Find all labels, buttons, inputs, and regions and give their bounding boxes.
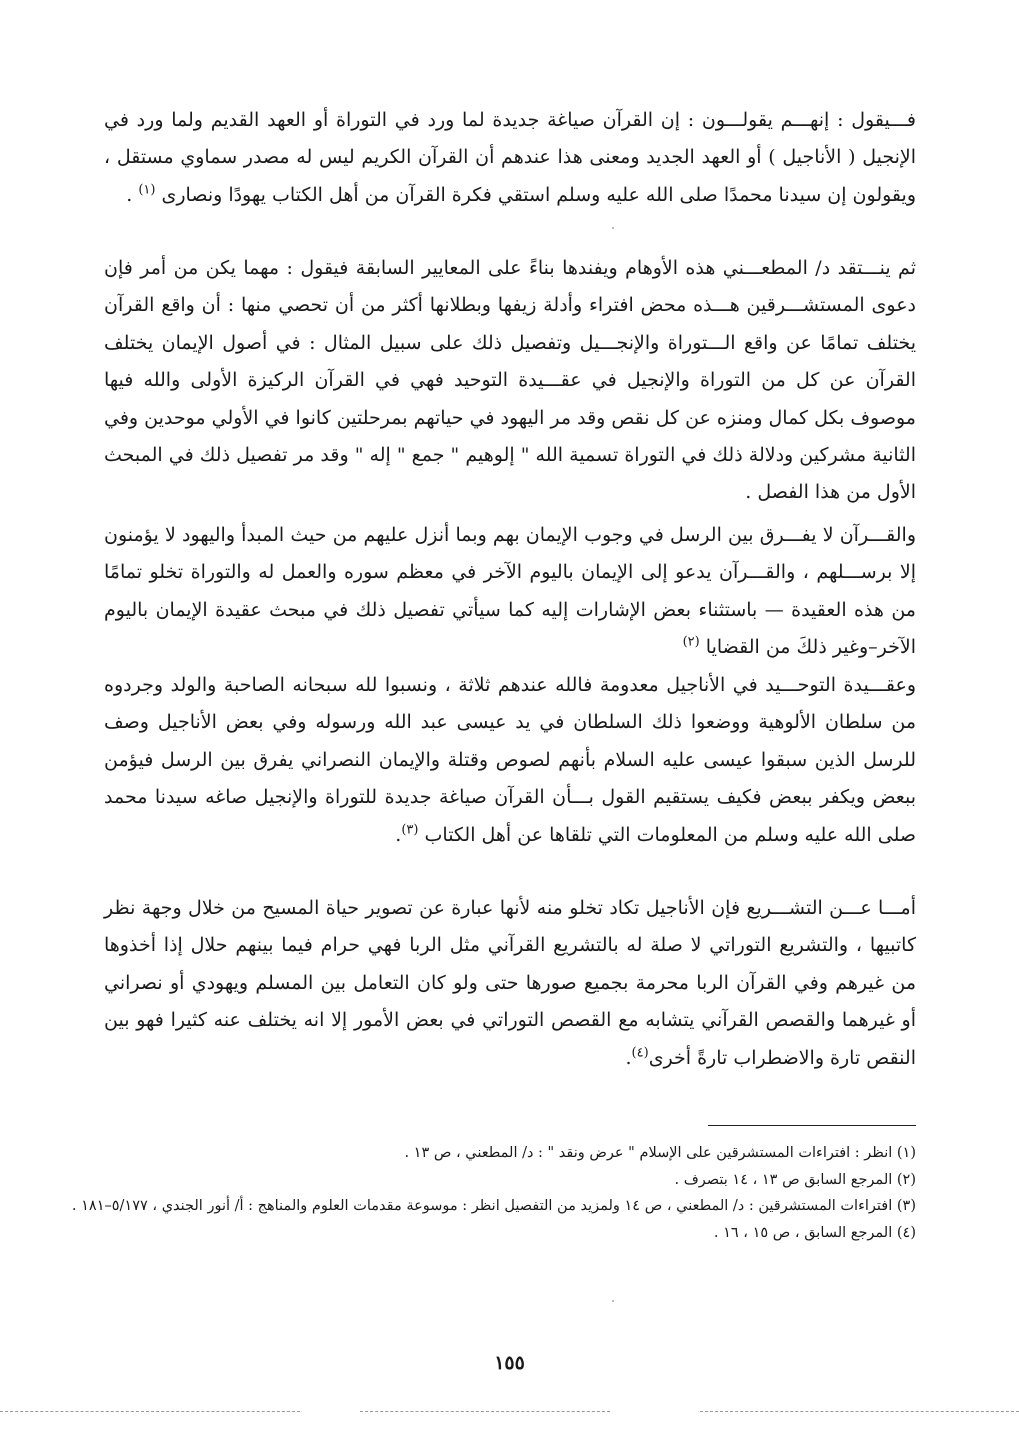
footnote-3: (٣) افتراءات المستشرقين : د/ المطعني ، ص ١٤ ولمزيد من التفصيل انظر : موسوعة مقدمات العلوم والمناهج : أ/ أنور الجندي ، ٥/١٧٧–١٨١ . [71, 1198, 916, 1214]
paragraph-4-end: . [395, 823, 402, 846]
paragraph-5 [104, 890, 916, 1077]
footnote-1: (١) انظر : افتراءات المستشرقين على الإسلام " عرض ونقد " : د/ المطعني ، ص ١٣ . [404, 1145, 916, 1161]
footnote-4: (٤) المرجع السابق ، ص ١٥ ، ١٦ . [713, 1224, 916, 1241]
footnotes [71, 1140, 916, 1246]
footnote-2: (٢) المرجع السابق ص ١٣ ، ١٤ بتصرف . [674, 1171, 916, 1188]
paragraph-2-text: ثم ينـــتقد د/ المطعـــني هذه الأوهام ويفندها بناءً على المعايير السابقة فيقول : مهما يكن من أمر فإن دعوى المستشـــرقين هـــذه محض افتراء وأدلة زيفها وبطلانها أكثر من أن تحصي منها : أن واقع القرآن يختلف تمامًا عن واقع الـــتوراة والإنجـــيل وتفصيل ذلك على سبيل المثال : في أصول الإيمان يختلف القرآن عن كل من التوراة والإنجيل في عقـــيدة التوحيد فهي في القرآن الركيزة الأولى والله فيها موصوف بكل كمال ومنزه عن كل نقص وقد مر اليهود في حياتهم بمرحلتين كانوا في الأولي موحدين وفي الثانية مشركين ودلالة ذلك في التوراة تسمية الله " إلوهيم " جمع " إله " وقد مر تفصيل ذلك في المبحث الأول من هذا الفصل . [104, 257, 917, 504]
paragraph-1-text: فـــيقول : إنهـــم يقولـــون : إن القرآن صياغة جديدة لما ورد في التوراة أو العهد القديم ولما ورد في الإنجيل ( الأناجيل ) أو العهد الجديد ومعنى هذا عندهم أن القرآن الكريم ليس له مصدر سماوي مستقل ، ويقولون إن سيدنا محمدًا صلى الله عليه وسلم استقي فكرة القرآن من أهل الكتاب يهودًا ونصارى [104, 109, 916, 206]
scan-speck [612, 1300, 614, 1302]
footnote-ref-2: (٢) [682, 634, 700, 650]
scan-edge-line [700, 1411, 1019, 1412]
paragraph-4 [104, 667, 916, 854]
footnote-ref-4: (٤) [631, 1045, 649, 1061]
paragraph-4-text: وعقـــيدة التوحـــيد في الأناجيل معدومة فالله عندهم ثلاثة ، ونسبوا لله سبحانه الصاحبة والولد وجردوه من سلطان الألوهية ووضعوا ذلك السلطان في يد عيسى عبد الله ورسوله وفي بعض الأناجيل وصف للرسل الذين سبقوا عيسى عليه السلام بأنهم لصوص وقتلة والإيمان النصراني يفرق بين الرسل فيؤمن ببعض ويكفر ببعض فكيف يستقيم القول بـــأن القرآن صياغة جديدة للتوراة والإنجيل صاغه سيدنا محمد صلى الله عليه وسلم من المعلومات التي تلقاها عن أهل الكتاب [104, 674, 916, 846]
paragraph-1-end: . [126, 183, 139, 206]
footnote-ref-3: (٣) [401, 822, 419, 838]
paragraph-1 [104, 102, 916, 214]
paragraph-3-text: والقـــرآن لا يفـــرق بين الرسل في وجوب الإيمان بهم وبما أنزل عليهم من حيث المبدأ واليهود لا يؤمنون إلا برســـلهم ، والقـــرآن يدعو إلى الإيمان باليوم الآخر في معظم سوره والعمل له والتوراة تخلو تمامًا من هذه العقيدة — باستثناء بعض الإشارات إليه كما سيأتي تفصيل ذلك في مبحث عقيدة الإيمان باليوم الآخر–وغير ذلكَ من القضايا [104, 524, 916, 659]
paragraph-3 [104, 517, 916, 667]
scan-speck [612, 227, 614, 229]
paragraph-2 [104, 250, 916, 512]
paragraph-5-end: . [625, 1046, 632, 1069]
scan-edge-line [0, 1411, 300, 1412]
scan-edge-line [360, 1411, 610, 1412]
footnote-separator [708, 1125, 916, 1126]
page-number: ١٥٥ [494, 1352, 525, 1374]
footnote-ref-1: (١) [138, 182, 156, 198]
paragraph-5-text: أمـــا عـــن التشـــريع فإن الأناجيل تكاد تخلو منه لأنها عبارة عن تصوير حياة المسيح من خلال وجهة نظر كاتبيها ، والتشريع التوراتي لا صلة له بالتشريع القرآني مثل الربا فهي حرام فيما بينهم حلال إذا أخذوها من غيرهم وفي القرآن الربا محرمة بجميع صورها حتى ولو كان التعامل بين المسلم ويهودي أو نصراني أو غيرهما والقصص القرآني يتشابه مع القصص التوراتي في بعض الأمور إلا انه يختلف عنه كثيرا فهو بين النقص تارة والاضطراب تارةً أخرى [104, 897, 916, 1069]
